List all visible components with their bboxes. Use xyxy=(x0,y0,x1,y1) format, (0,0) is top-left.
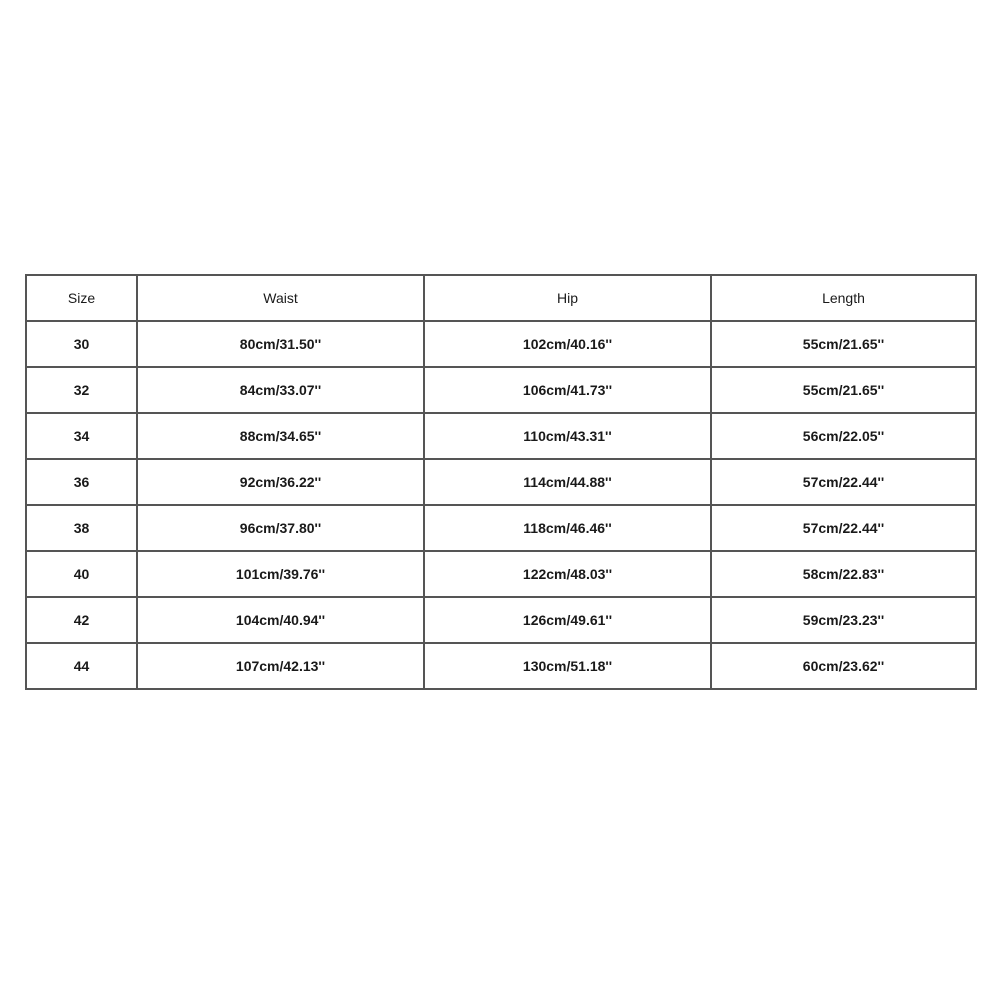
header-row xyxy=(26,275,976,321)
cell-length: 57cm/22.44'' xyxy=(711,459,976,505)
header-waist: Waist xyxy=(137,275,424,321)
cell-length: 58cm/22.83'' xyxy=(711,551,976,597)
table-row xyxy=(26,643,976,689)
header-hip: Hip xyxy=(424,275,711,321)
cell-length: 60cm/23.62'' xyxy=(711,643,976,689)
cell-hip: 126cm/49.61'' xyxy=(424,597,711,643)
table-row xyxy=(26,459,976,505)
table-row xyxy=(26,367,976,413)
table-header xyxy=(26,275,976,321)
cell-hip: 118cm/46.46'' xyxy=(424,505,711,551)
header-length: Length xyxy=(711,275,976,321)
cell-waist: 80cm/31.50'' xyxy=(137,321,424,367)
table-row xyxy=(26,321,976,367)
cell-hip: 106cm/41.73'' xyxy=(424,367,711,413)
table-row xyxy=(26,413,976,459)
cell-waist: 104cm/40.94'' xyxy=(137,597,424,643)
cell-size: 36 xyxy=(26,459,137,505)
cell-size: 34 xyxy=(26,413,137,459)
cell-size: 42 xyxy=(26,597,137,643)
cell-size: 40 xyxy=(26,551,137,597)
table-row xyxy=(26,505,976,551)
cell-hip: 122cm/48.03'' xyxy=(424,551,711,597)
cell-size: 30 xyxy=(26,321,137,367)
cell-size: 44 xyxy=(26,643,137,689)
cell-waist: 96cm/37.80'' xyxy=(137,505,424,551)
cell-waist: 84cm/33.07'' xyxy=(137,367,424,413)
cell-length: 55cm/21.65'' xyxy=(711,367,976,413)
table-body xyxy=(26,321,976,689)
cell-length: 57cm/22.44'' xyxy=(711,505,976,551)
cell-length: 55cm/21.65'' xyxy=(711,321,976,367)
cell-hip: 110cm/43.31'' xyxy=(424,413,711,459)
cell-hip: 130cm/51.18'' xyxy=(424,643,711,689)
cell-hip: 102cm/40.16'' xyxy=(424,321,711,367)
cell-size: 38 xyxy=(26,505,137,551)
table-row xyxy=(26,551,976,597)
cell-waist: 92cm/36.22'' xyxy=(137,459,424,505)
cell-length: 56cm/22.05'' xyxy=(711,413,976,459)
cell-waist: 101cm/39.76'' xyxy=(137,551,424,597)
size-chart-table xyxy=(25,274,977,690)
header-size: Size xyxy=(26,275,137,321)
cell-length: 59cm/23.23'' xyxy=(711,597,976,643)
cell-hip: 114cm/44.88'' xyxy=(424,459,711,505)
table-row xyxy=(26,597,976,643)
cell-waist: 88cm/34.65'' xyxy=(137,413,424,459)
cell-size: 32 xyxy=(26,367,137,413)
cell-waist: 107cm/42.13'' xyxy=(137,643,424,689)
